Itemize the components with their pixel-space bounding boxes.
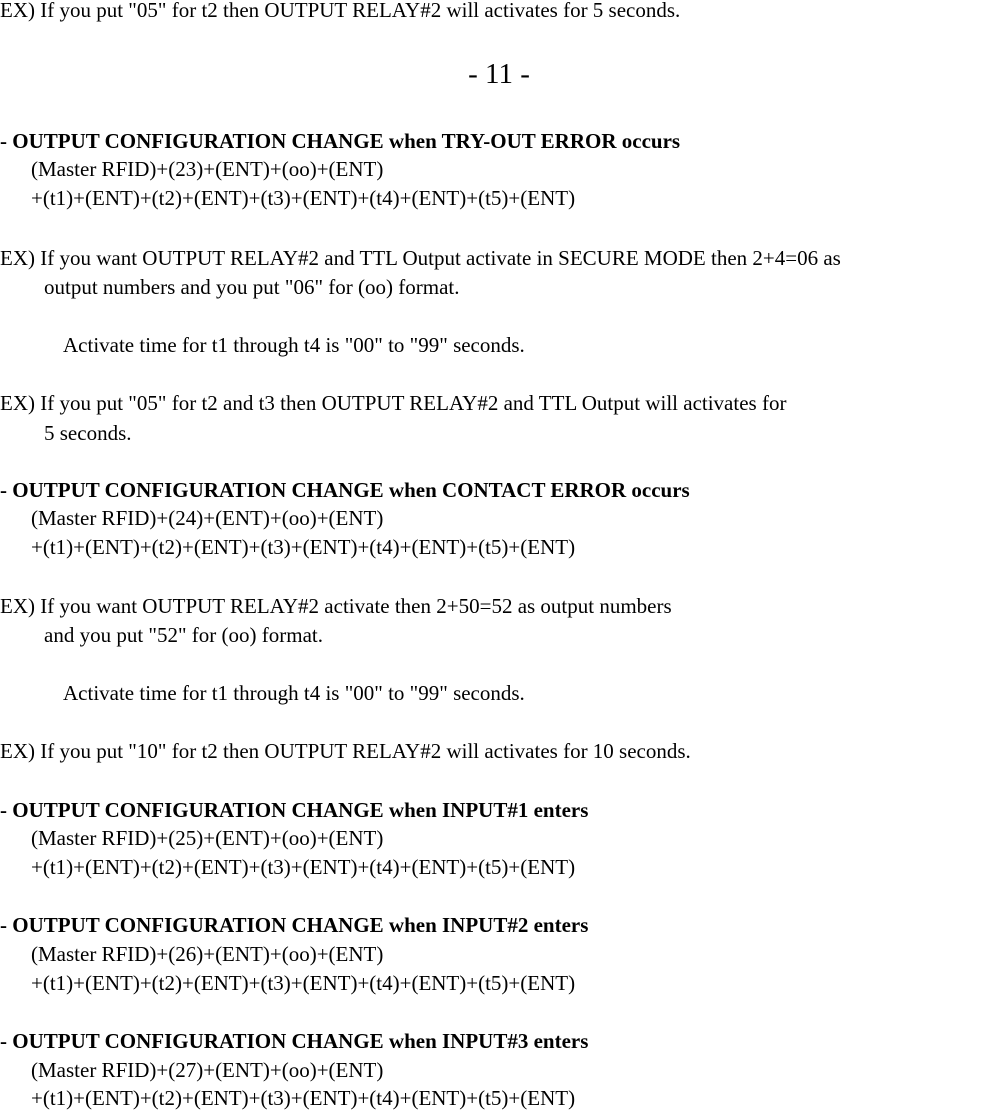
section-heading-contact-error: - OUTPUT CONFIGURATION CHANGE when CONTACT ERROR occurs <box>0 478 690 502</box>
command-line: (Master RFID)+(23)+(ENT)+(oo)+(ENT) <box>31 157 384 181</box>
top-example-text: EX) If you put "05" for t2 then OUTPUT RELAY#2 will activates for 5 seconds. <box>0 0 681 22</box>
example-text: EX) If you put "05" for t2 and t3 then OUTPUT RELAY#2 and TTL Output will activates for <box>0 391 787 415</box>
example-text: EX) If you want OUTPUT RELAY#2 activate then 2+50=52 as output numbers <box>0 594 672 618</box>
command-line: (Master RFID)+(27)+(ENT)+(oo)+(ENT) <box>31 1058 384 1082</box>
example-text: output numbers and you put "06" for (oo) format. <box>44 275 460 299</box>
section-heading-input3: - OUTPUT CONFIGURATION CHANGE when INPUT#3 enters <box>0 1029 589 1053</box>
example-text: and you put "52" for (oo) format. <box>44 623 323 647</box>
note-text: Activate time for t1 through t4 is "00" to "99" seconds. <box>63 681 525 705</box>
command-line: (Master RFID)+(26)+(ENT)+(oo)+(ENT) <box>31 942 384 966</box>
command-line: +(t1)+(ENT)+(t2)+(ENT)+(t3)+(ENT)+(t4)+(ENT)+(t5)+(ENT) <box>31 535 576 559</box>
command-line: +(t1)+(ENT)+(t2)+(ENT)+(t3)+(ENT)+(t4)+(ENT)+(t5)+(ENT) <box>31 855 576 879</box>
example-text: EX) If you put "10" for t2 then OUTPUT RELAY#2 will activates for 10 seconds. <box>0 739 691 763</box>
command-line: (Master RFID)+(24)+(ENT)+(oo)+(ENT) <box>31 506 384 530</box>
note-text: Activate time for t1 through t4 is "00" to "99" seconds. <box>63 333 525 357</box>
command-line: +(t1)+(ENT)+(t2)+(ENT)+(t3)+(ENT)+(t4)+(ENT)+(t5)+(ENT) <box>31 186 576 210</box>
command-line: +(t1)+(ENT)+(t2)+(ENT)+(t3)+(ENT)+(t4)+(ENT)+(t5)+(ENT) <box>31 1086 576 1110</box>
command-line: +(t1)+(ENT)+(t2)+(ENT)+(t3)+(ENT)+(t4)+(ENT)+(t5)+(ENT) <box>31 971 576 995</box>
section-heading-input2: - OUTPUT CONFIGURATION CHANGE when INPUT#2 enters <box>0 913 589 937</box>
example-text: EX) If you want OUTPUT RELAY#2 and TTL Output activate in SECURE MODE then 2+4=06 as <box>0 246 841 270</box>
example-text: 5 seconds. <box>44 421 132 445</box>
command-line: (Master RFID)+(25)+(ENT)+(oo)+(ENT) <box>31 826 384 850</box>
section-heading-input1: - OUTPUT CONFIGURATION CHANGE when INPUT#1 enters <box>0 798 589 822</box>
page-number: - 11 - <box>468 58 530 90</box>
section-heading-tryout-error: - OUTPUT CONFIGURATION CHANGE when TRY-OUT ERROR occurs <box>0 129 681 153</box>
